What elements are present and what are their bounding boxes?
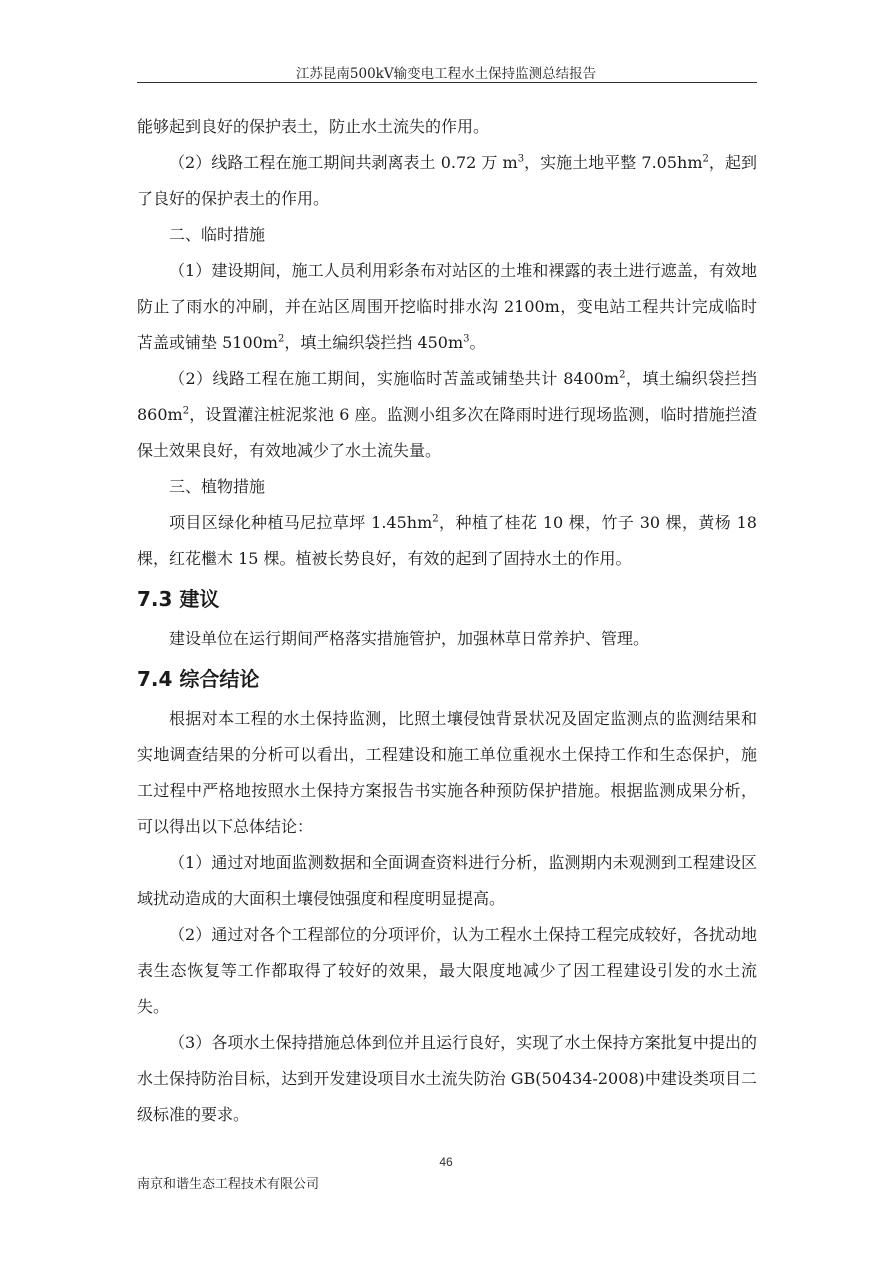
paragraph: 建设单位在运行期间严格落实措施管护，加强林草日常养护、管理。 [169, 629, 650, 648]
section-heading-7-4: 7.4 综合结论 [137, 667, 260, 691]
paragraph: （2）通过对各个工程部位的分项评价，认为工程水土保持工程完成较好，各扰动地表生态恢复等工作都取得了较好的效果，最大限度地减少了因工程建设引发的水土流失。 [137, 925, 757, 1016]
paragraph: （2）线路工程在施工期间共剥离表土 0.72 万 $m^3$，实施土地平整 $7.05hm^2$，起到了良好的保护表土的作用。 [137, 153, 757, 208]
paragraph: （2）线路工程在施工期间，实施临时苫盖或铺垫共计 $8400m^2$，填土编织袋拦挡 $860m^2$，设置灌注桩泥浆池 6 座。监测小组多次在降雨时进行现场监测，临时措施拦渣保土效果良好，有效地减少了水土流失量。 [137, 369, 757, 460]
paragraph: 根据对本工程的水土保持监测，比照土壤侵蚀背景状况及固定监测点的监测结果和实地调查结果的分析可以看出，工程建设和施工单位重视水土保持工作和生态保护，施工过程中严格地按照水土保持方案报告书实施各种预防保护措施。根据监测成果分析，可以得出以下总体结论： [137, 709, 757, 836]
paragraph: （1）通过对地面监测数据和全面调查资料进行分析，监测期内未观测到工程建设区域扰动造成的大面积土壤侵蚀强度和程度明显提高。 [137, 853, 757, 908]
document-body [137, 109, 757, 1133]
paragraph: （1）建设期间，施工人员利用彩条布对站区的土堆和裸露的表土进行遮盖，有效地防止了雨水的冲刷，并在站区周围开挖临时排水沟 2100m，变电站工程共计完成临时苫盖或铺垫 $5100m^2$，填土编织袋拦挡 $450m^3$。 [137, 261, 757, 352]
section-heading-7-3: 7.3 建议 [137, 587, 220, 611]
page-number: 46 [439, 1155, 453, 1169]
paragraph: 能够起到良好的保护表土，防止水土流失的作用。 [137, 117, 490, 136]
paragraph: （3）各项水土保持措施总体到位并且运行良好，实现了水土保持方案批复中提出的水土保持防治目标，达到开发建设项目水土流失防治 GB(50434-2008)中建设类项目二级标准的要求。 [137, 1033, 757, 1124]
subheading-plant-measures: 三、植物措施 [169, 477, 266, 496]
subheading-temporary-measures: 二、临时措施 [169, 225, 266, 244]
footer-company-name: 南京和谐生态工程技术有限公司 [137, 1177, 320, 1192]
paragraph: 项目区绿化种植马尼拉草坪 $1.45hm^2$，种植了桂花 10 棵，竹子 30 棵，黄杨 18 棵，红花檵木 15 棵。植被长势良好，有效的起到了固持水土的作用。 [137, 513, 757, 568]
header-divider [137, 82, 757, 83]
page-header-title: 江苏昆南500kV输变电工程水土保持监测总结报告 [295, 66, 597, 82]
